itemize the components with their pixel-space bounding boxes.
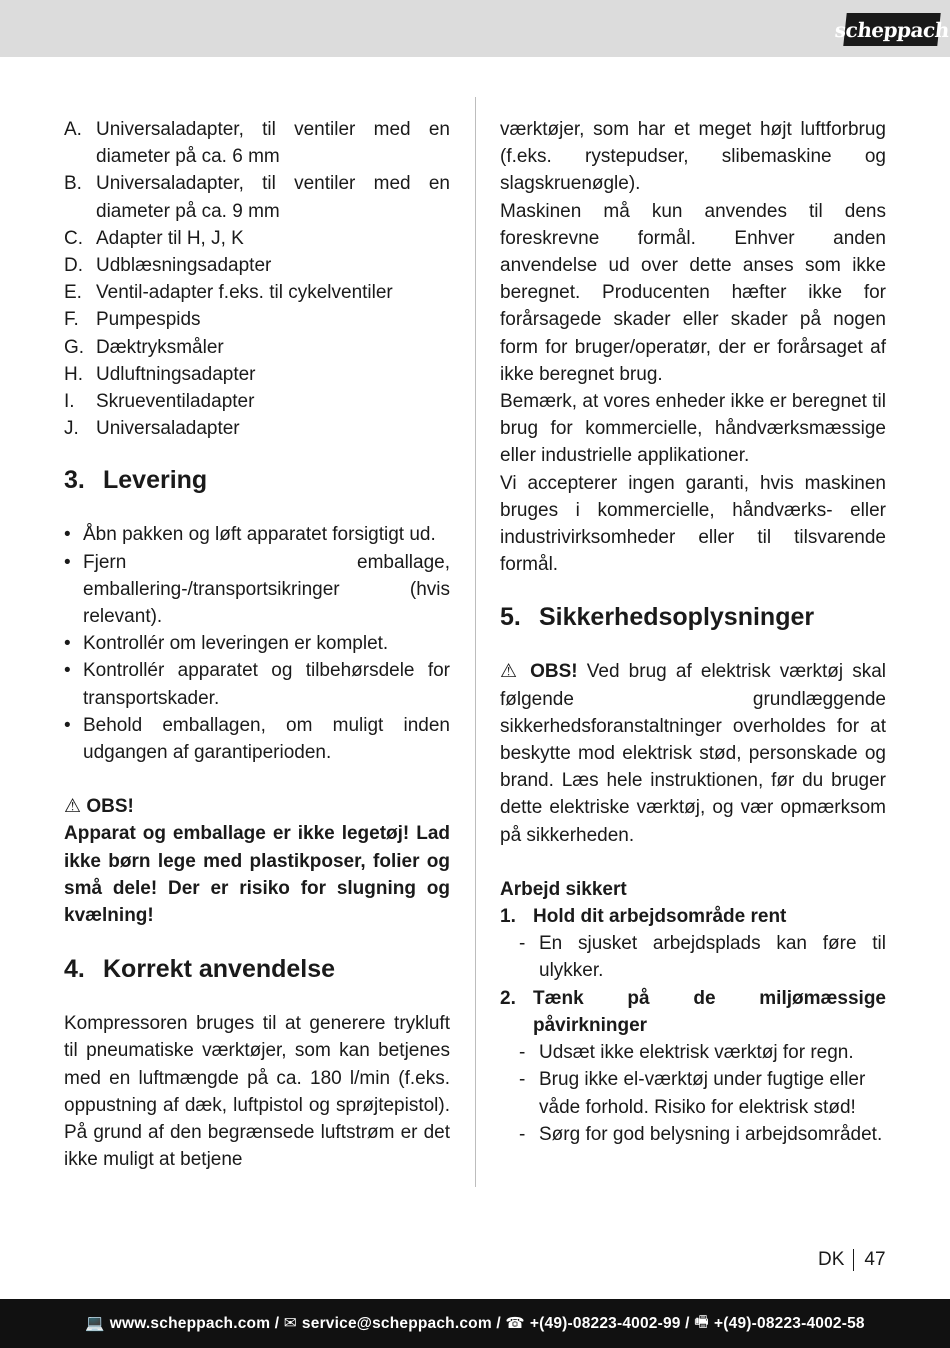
list-item: I. Skrueventiladapter	[64, 391, 255, 413]
work-safe-item-heading: 1. Hold dit arbejdsområde rent	[500, 906, 787, 928]
list-item: E. Ventil-adapter f.eks. til cykelventiler	[64, 282, 393, 304]
list-item: J. Universaladapter	[64, 418, 240, 440]
list-item: - Sørg for god belysning i arbejdsområdet.	[519, 1123, 883, 1145]
list-item: G. Dæktryksmåler	[64, 336, 224, 358]
left-column	[64, 116, 450, 1174]
work-safe-title: Arbejd sikkert	[500, 878, 627, 900]
warning-icon: ⚠	[64, 796, 82, 818]
section-4-heading: 4. Korrekt anvendelse	[64, 955, 336, 984]
paragraph: Bemærk, at vores enheder ikke er beregnet til brug for kommercielle, håndværksmæssige eller industrielle applikationer.	[500, 391, 886, 467]
paragraph: Maskinen må kun anvendes til dens foreskrevne formål. Enhver anden anvendelse ud over dette anses som ikke beregnet. Producenten hæfter ikke for forårsagede skader eller skader på nogen form for bruger/operatør, der er forårsaget af ikke beregnet brug.	[500, 200, 886, 385]
paragraph: Vi accepterer ingen garanti, hvis maskinen bruges i kommercielle, håndværks- eller industrivirksomheder eller til tilsvarende formål.	[500, 472, 886, 576]
email-link[interactable]: service@scheppach.com	[301, 1314, 492, 1332]
list-item: A. Universaladapter, til ventiler med en diameter på ca. 6 mm	[64, 119, 450, 168]
obs-text: Apparat og emballage er ikke legetøj! Lad ikke børn lege med plastikposer, folier og små dele! Der er risiko for slugning og kvælning!	[64, 823, 450, 927]
footer-bar: 💻 www.scheppach.com / ✉ service@scheppach.com / ☎ +(49)-08223-4002-99 / 🖷 +(49)-08223-4002-58	[0, 1299, 950, 1348]
delivery-list	[64, 521, 450, 766]
scheppach-logo: scheppach	[843, 13, 940, 46]
list-item: B. Universaladapter, til ventiler med en diameter på ca. 9 mm	[64, 173, 450, 222]
list-item: - Brug ikke el-værktøj under fugtige eller våde forhold. Risiko for elektrisk stød!	[519, 1069, 866, 1118]
list-item: D. Udblæsningsadapter	[64, 255, 272, 277]
list-item: - Udsæt ikke elektrisk værktøj for regn.	[519, 1042, 854, 1064]
column-divider	[475, 97, 476, 1187]
adapter-list	[64, 116, 450, 442]
safety-obs-text: ⚠ OBS! Ved brug af elektrisk værktøj skal følgende grundlæggende sikkerhedsforanstaltninger overholdes for at beskytte mod elektrisk stød, personskade og brand. Læs hele instruktionen, før du bruger dette elektriske værktøj, og vær opmærksom på sikkerheden.	[500, 661, 887, 846]
section-3-heading: 3. Levering	[64, 466, 208, 495]
list-item: • Behold emballagen, om muligt inden udgangen af garantiperioden.	[64, 714, 450, 764]
website-link[interactable]: www.scheppach.com	[109, 1314, 271, 1332]
paragraph: værktøjer, som har et meget højt luftforbrug (f.eks. rystepudser, slibemaskine og slagskruenøgle).	[500, 119, 886, 195]
warning-icon: ⚠	[500, 661, 521, 683]
header-bar	[0, 0, 950, 57]
phone-number: +(49)-08223-4002-99	[529, 1314, 681, 1332]
section-4-text: Kompressoren bruges til at generere trykluft til pneumatiske værktøjer, som kan betjenes med en luftmængde på ca. 180 l/min (f.eks. oppustning af dæk, luftpistol og sprøjtepistol). På grund af den begrænsede luftstrøm er det ikke muligt at betjene	[64, 1013, 450, 1171]
page-number: DK 47	[818, 1249, 886, 1270]
computer-icon: 💻	[85, 1315, 105, 1332]
obs-label: ⚠ OBS!	[64, 796, 134, 818]
section-5-heading: 5. Sikkerhedsoplysninger	[500, 603, 815, 632]
list-item: F. Pumpespids	[64, 309, 201, 331]
list-item: • Kontrollér om leveringen er komplet.	[64, 633, 389, 655]
list-item: • Fjern emballage, emballering-/transportsikringer (hvis relevant).	[64, 551, 450, 628]
mail-icon: ✉	[283, 1315, 297, 1332]
work-safe-points	[500, 1039, 886, 1148]
list-item: • Åbn pakken og løft apparatet forsigtigt ud.	[64, 524, 436, 546]
fax-icon: 🖷	[694, 1314, 710, 1331]
list-item: • Kontrollér apparatet og tilbehørsdele for transportskader.	[64, 660, 450, 709]
list-item: H. Udluftningsadapter	[64, 363, 256, 385]
work-safe-points	[500, 930, 886, 984]
right-column	[500, 116, 886, 1148]
fax-number: +(49)-08223-4002-58	[714, 1314, 865, 1332]
list-item: C. Adapter til H, J, K	[64, 227, 244, 249]
list-item: - En sjusket arbejdsplads kan føre til ulykker.	[519, 933, 886, 982]
phone-icon: ☎	[505, 1315, 525, 1332]
work-safe-item-heading: 2. Tænk på de miljømæssige påvirkninger	[500, 987, 886, 1036]
